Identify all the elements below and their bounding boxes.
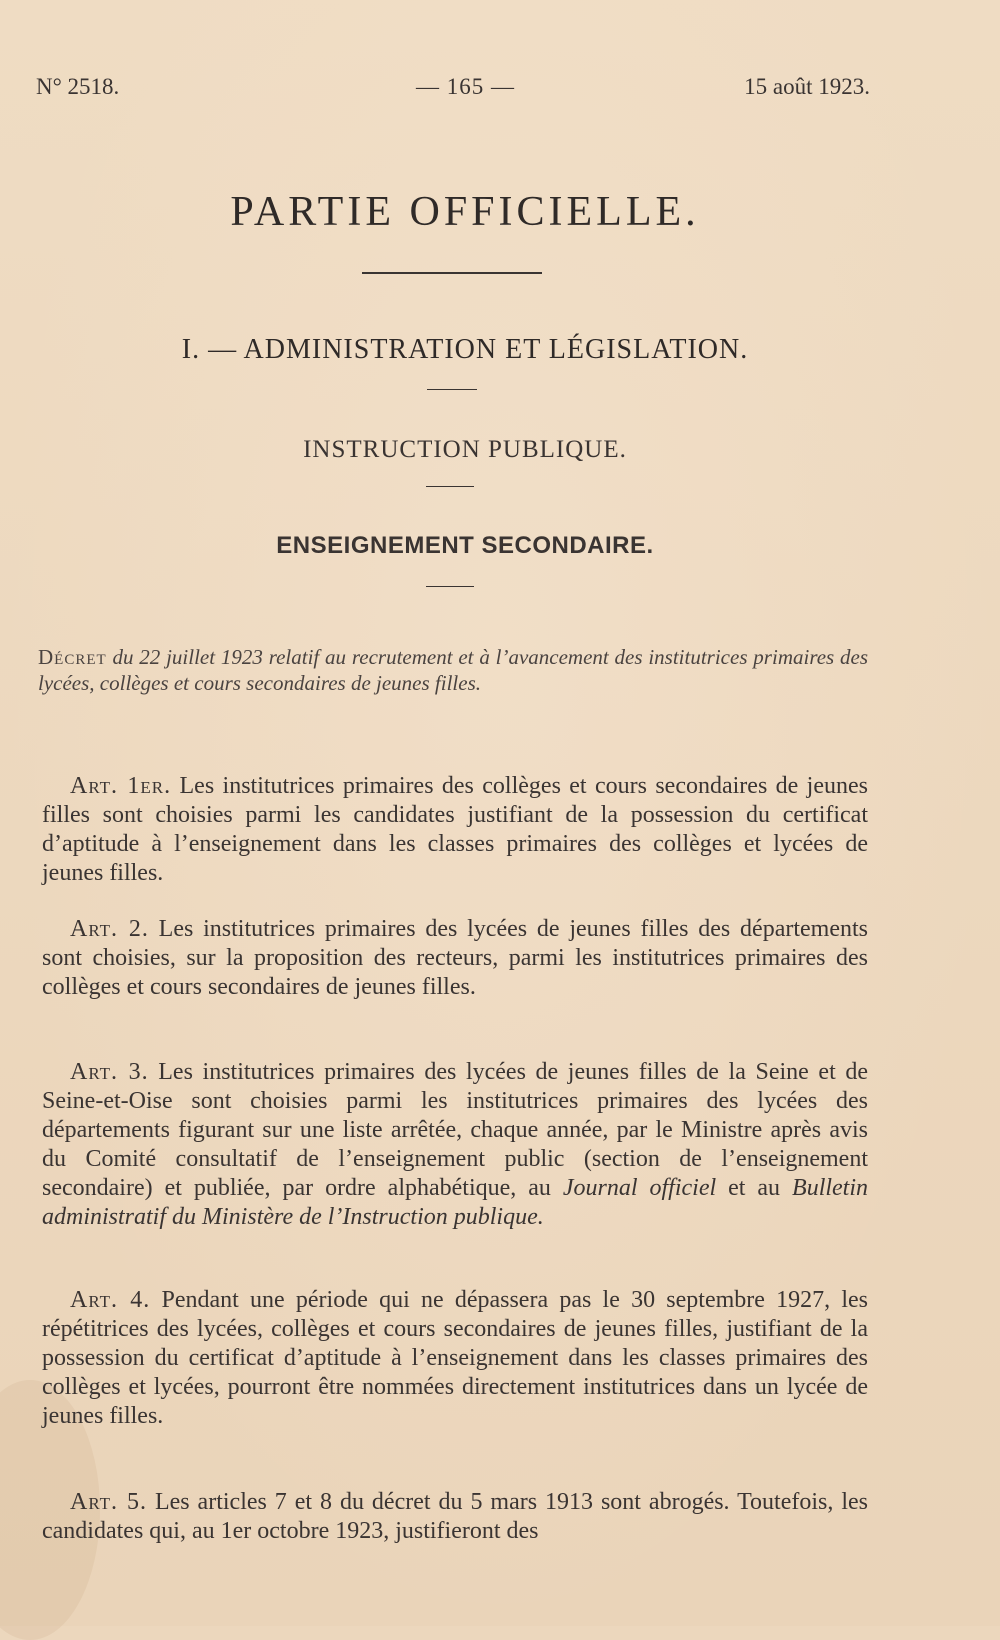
rule-partie: [362, 272, 542, 274]
journal-officiel-ref: Journal officiel: [562, 1175, 717, 1201]
rule-section: [427, 389, 477, 390]
issue-date: 15 août 1923.: [744, 74, 870, 99]
article-label: Art. 4.: [70, 1287, 151, 1313]
article-text: Les institutrices primaires des collèges et cours secondaires de jeunes filles sont choisies parmi les candidates justifiant de la possession du certificat d’aptitude à l’enseignement dans les classes primaires des collèges et lycées de jeunes filles.: [42, 773, 868, 886]
article-1: [42, 772, 868, 888]
article-connector: et au: [728, 1175, 781, 1201]
partie-title: PARTIE OFFICIELLE.: [230, 189, 700, 235]
decree-heading: [38, 644, 868, 696]
rule-subsection: [426, 586, 474, 587]
bulletin-ref: Bulletin administratif du Ministère de l’Instruction publique.: [42, 1175, 869, 1230]
ministry-title: INSTRUCTION PUBLIQUE.: [303, 436, 627, 463]
rule-ministry: [426, 486, 474, 487]
issue-number: N° 2518.: [36, 74, 120, 99]
article-2: [42, 915, 868, 1002]
article-5: [42, 1488, 868, 1546]
running-head: [36, 74, 870, 104]
article-text: Les articles 7 et 8 du décret du 5 mars 1913 sont abrogés. Toutefois, les candidates qui, au 1er octobre 1923, justifieront des: [42, 1489, 868, 1544]
page-number: — 165 —: [416, 74, 515, 99]
decree-label: Décret: [38, 645, 107, 669]
article-text: Pendant une période qui ne dépassera pas le 30 septembre 1927, les répétitrices des lycées, collèges et cours secondaires de jeunes filles, justifiant de la possession du certificat d’aptitude à l’enseignement dans les classes primaires des collèges et lycées, pourront être nommées directement institutrices dans un lycée de jeunes filles.: [42, 1287, 869, 1429]
article-4: [42, 1286, 868, 1431]
decree-text: du 22 juillet 1923 relatif au recrutement et à l’avancement des institutrices primaires des lycées, collèges et cours secondaires de jeunes filles.: [38, 645, 868, 695]
article-label: Art. 3.: [70, 1059, 149, 1085]
section-title: I. — ADMINISTRATION ET LÉGISLATION.: [181, 334, 749, 365]
article-label: Art. 2.: [70, 916, 149, 942]
article-label: Art. 5.: [70, 1489, 147, 1515]
article-text: Les institutrices primaires des lycées de jeunes filles de la Seine et de Seine-et-Oise sont choisies parmi les institutrices primaires des lycées des départements figurant sur une liste arrêtée, chaque année, par le Ministre après avis du Comité consultatif de l’enseignement public (section de l’enseignement secondaire) et publiée, par ordre alphabétique, au: [42, 1059, 868, 1201]
subsection-title: ENSEIGNEMENT SECONDAIRE.: [276, 532, 654, 559]
article-label: Art. 1er.: [70, 773, 172, 799]
article-text: Les institutrices primaires des lycées de jeunes filles des départements sont choisies, sur la proposition des recteurs, parmi les institutrices primaires des collèges et cours secondaires de jeunes filles.: [42, 916, 868, 1000]
article-3: [42, 1058, 868, 1232]
